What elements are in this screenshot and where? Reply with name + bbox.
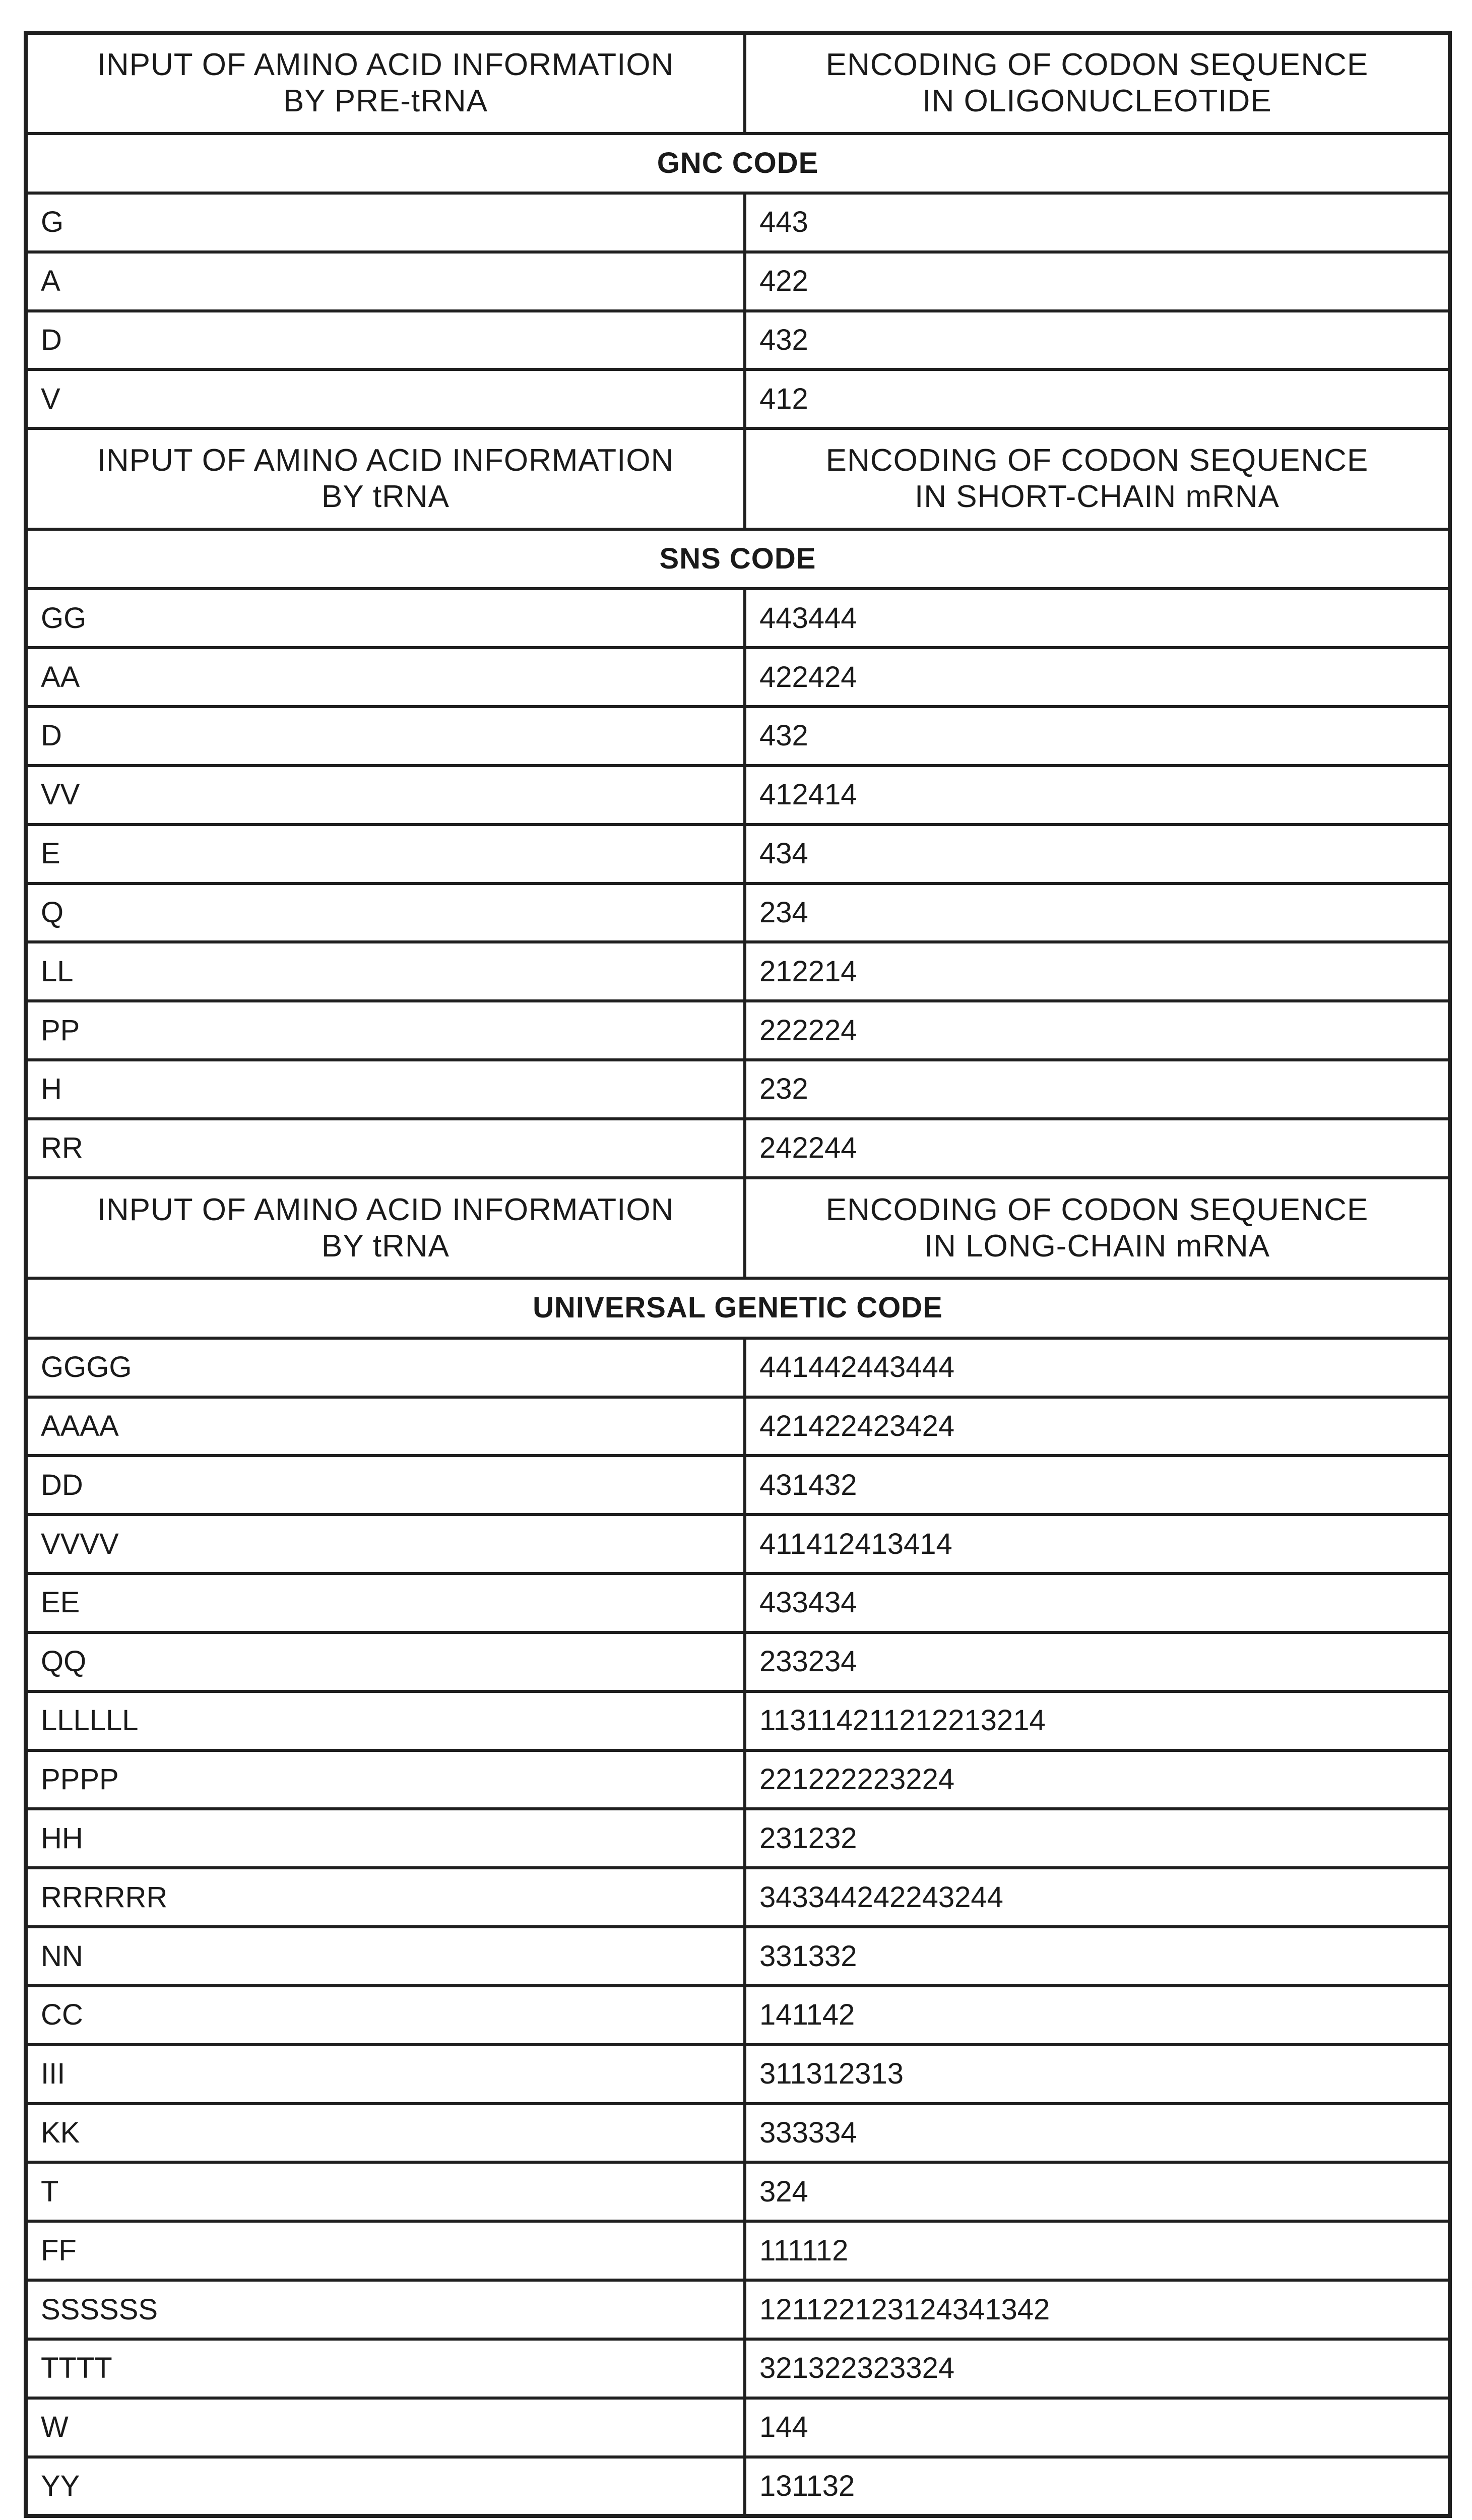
amino-acid-input-cell: HH <box>26 1809 745 1868</box>
table-row <box>26 1456 1450 1515</box>
table-row <box>26 1515 1450 1573</box>
table-row <box>26 825 1450 884</box>
section-header-row <box>26 1178 1450 1279</box>
amino-acid-input-cell: PP <box>26 1001 745 1060</box>
table-row <box>26 648 1450 707</box>
column-header-line: IN LONG-CHAIN mRNA <box>924 1228 1270 1264</box>
column-header-line: ENCODING OF CODON SEQUENCE <box>825 1192 1369 1227</box>
section-title-row <box>26 529 1450 589</box>
amino-acid-input-cell: TTTT <box>26 2339 745 2398</box>
column-header-line: BY tRNA <box>322 479 450 515</box>
column-header-input <box>26 33 745 134</box>
amino-acid-input-cell: AA <box>26 648 745 707</box>
section-header-row <box>26 33 1450 134</box>
column-header-input <box>26 1178 745 1279</box>
table-row <box>26 942 1450 1001</box>
codon-encoding-cell: 111112 <box>745 2221 1450 2280</box>
codon-encoding-cell: 233234 <box>745 1632 1450 1691</box>
section-title: UNIVERSAL GENETIC CODE <box>26 1278 1450 1338</box>
column-header-line: INPUT OF AMINO ACID INFORMATION <box>97 1192 674 1227</box>
table-row <box>26 1338 1450 1397</box>
codon-encoding-table <box>24 31 1452 2518</box>
table-row <box>26 2398 1450 2457</box>
amino-acid-input-cell: Q <box>26 884 745 942</box>
column-header-encoding <box>745 428 1450 529</box>
table-row <box>26 2280 1450 2339</box>
column-header-line: ENCODING OF CODON SEQUENCE <box>825 443 1369 478</box>
codon-encoding-cell: 343344242243244 <box>745 1868 1450 1927</box>
table-row <box>26 369 1450 428</box>
section-title-row <box>26 1278 1450 1338</box>
table-row <box>26 2104 1450 2163</box>
codon-encoding-cell: 333334 <box>745 2104 1450 2163</box>
section-title: GNC CODE <box>26 134 1450 193</box>
amino-acid-input-cell: D <box>26 311 745 370</box>
column-header-line: INPUT OF AMINO ACID INFORMATION <box>97 443 674 478</box>
codon-encoding-cell: 432 <box>745 707 1450 766</box>
codon-encoding-cell: 443 <box>745 193 1450 252</box>
amino-acid-input-cell: VVVV <box>26 1515 745 1573</box>
table-row <box>26 2457 1450 2516</box>
codon-encoding-cell: 141142 <box>745 1986 1450 2045</box>
amino-acid-input-cell: G <box>26 193 745 252</box>
amino-acid-input-cell: FF <box>26 2221 745 2280</box>
table-row <box>26 884 1450 942</box>
codon-encoding-cell: 212214 <box>745 942 1450 1001</box>
codon-encoding-cell: 433434 <box>745 1573 1450 1632</box>
column-header-line: BY PRE-tRNA <box>283 84 488 119</box>
amino-acid-input-cell: CC <box>26 1986 745 2045</box>
codon-encoding-cell: 221222223224 <box>745 1750 1450 1809</box>
table-row <box>26 1927 1450 1986</box>
table-row <box>26 1986 1450 2045</box>
table-row <box>26 2045 1450 2104</box>
table-row <box>26 2339 1450 2398</box>
amino-acid-input-cell: VV <box>26 766 745 825</box>
amino-acid-input-cell: H <box>26 1060 745 1119</box>
amino-acid-input-cell: D <box>26 707 745 766</box>
table-row <box>26 1868 1450 1927</box>
amino-acid-input-cell: T <box>26 2162 745 2221</box>
column-header-input <box>26 428 745 529</box>
amino-acid-input-cell: SSSSSS <box>26 2280 745 2339</box>
table-row <box>26 1750 1450 1809</box>
table-row <box>26 311 1450 370</box>
codon-encoding-cell: 144 <box>745 2398 1450 2457</box>
table-row <box>26 1119 1450 1178</box>
amino-acid-input-cell: A <box>26 252 745 311</box>
amino-acid-input-cell: E <box>26 825 745 884</box>
codon-encoding-cell: 131132 <box>745 2457 1450 2516</box>
amino-acid-input-cell: LLLLLL <box>26 1691 745 1750</box>
amino-acid-input-cell: YY <box>26 2457 745 2516</box>
codon-encoding-cell: 443444 <box>745 589 1450 648</box>
codon-encoding-cell: 113114211212213214 <box>745 1691 1450 1750</box>
codon-encoding-cell: 411412413414 <box>745 1515 1450 1573</box>
amino-acid-input-cell: V <box>26 369 745 428</box>
table-row <box>26 193 1450 252</box>
amino-acid-input-cell: RR <box>26 1119 745 1178</box>
table-body <box>26 33 1450 2516</box>
amino-acid-input-cell: DD <box>26 1456 745 1515</box>
codon-encoding-cell: 242244 <box>745 1119 1450 1178</box>
amino-acid-input-cell: GG <box>26 589 745 648</box>
codon-encoding-cell: 231232 <box>745 1809 1450 1868</box>
column-header-encoding <box>745 33 1450 134</box>
table-row <box>26 1060 1450 1119</box>
section-title: SNS CODE <box>26 529 1450 589</box>
codon-encoding-cell: 422424 <box>745 648 1450 707</box>
column-header-line: IN OLIGONUCLEOTIDE <box>922 84 1272 119</box>
codon-encoding-cell: 422 <box>745 252 1450 311</box>
amino-acid-input-cell: NN <box>26 1927 745 1986</box>
codon-encoding-cell: 421422423424 <box>745 1397 1450 1456</box>
codon-encoding-cell: 441442443444 <box>745 1338 1450 1397</box>
amino-acid-input-cell: W <box>26 2398 745 2457</box>
table-row <box>26 707 1450 766</box>
codon-encoding-cell: 324 <box>745 2162 1450 2221</box>
amino-acid-input-cell: KK <box>26 2104 745 2163</box>
table-row <box>26 1001 1450 1060</box>
codon-encoding-cell: 431432 <box>745 1456 1450 1515</box>
amino-acid-input-cell: LL <box>26 942 745 1001</box>
table-row <box>26 1632 1450 1691</box>
section-title-row <box>26 134 1450 193</box>
codon-encoding-cell: 432 <box>745 311 1450 370</box>
section-header-row <box>26 428 1450 529</box>
table-row <box>26 2221 1450 2280</box>
codon-encoding-cell: 121122123124341342 <box>745 2280 1450 2339</box>
codon-encoding-cell: 222224 <box>745 1001 1450 1060</box>
column-header-line: ENCODING OF CODON SEQUENCE <box>825 47 1369 83</box>
table-row <box>26 1691 1450 1750</box>
codon-encoding-cell: 412 <box>745 369 1450 428</box>
table-row <box>26 1809 1450 1868</box>
amino-acid-input-cell: GGGG <box>26 1338 745 1397</box>
codon-encoding-cell: 412414 <box>745 766 1450 825</box>
column-header-line: IN SHORT-CHAIN mRNA <box>914 479 1279 515</box>
table-row <box>26 1573 1450 1632</box>
codon-encoding-cell: 234 <box>745 884 1450 942</box>
column-header-line: BY tRNA <box>322 1228 450 1264</box>
column-header-line: INPUT OF AMINO ACID INFORMATION <box>97 47 674 83</box>
amino-acid-input-cell: III <box>26 2045 745 2104</box>
amino-acid-input-cell: RRRRRR <box>26 1868 745 1927</box>
codon-encoding-cell: 232 <box>745 1060 1450 1119</box>
table-row <box>26 252 1450 311</box>
table-row <box>26 2162 1450 2221</box>
table-row <box>26 1397 1450 1456</box>
codon-encoding-cell: 434 <box>745 825 1450 884</box>
table-row <box>26 766 1450 825</box>
column-header-encoding <box>745 1178 1450 1279</box>
codon-encoding-cell: 311312313 <box>745 2045 1450 2104</box>
amino-acid-input-cell: AAAA <box>26 1397 745 1456</box>
amino-acid-input-cell: EE <box>26 1573 745 1632</box>
codon-encoding-cell: 331332 <box>745 1927 1450 1986</box>
codon-encoding-cell: 321322323324 <box>745 2339 1450 2398</box>
amino-acid-input-cell: QQ <box>26 1632 745 1691</box>
amino-acid-input-cell: PPPP <box>26 1750 745 1809</box>
table-row <box>26 589 1450 648</box>
